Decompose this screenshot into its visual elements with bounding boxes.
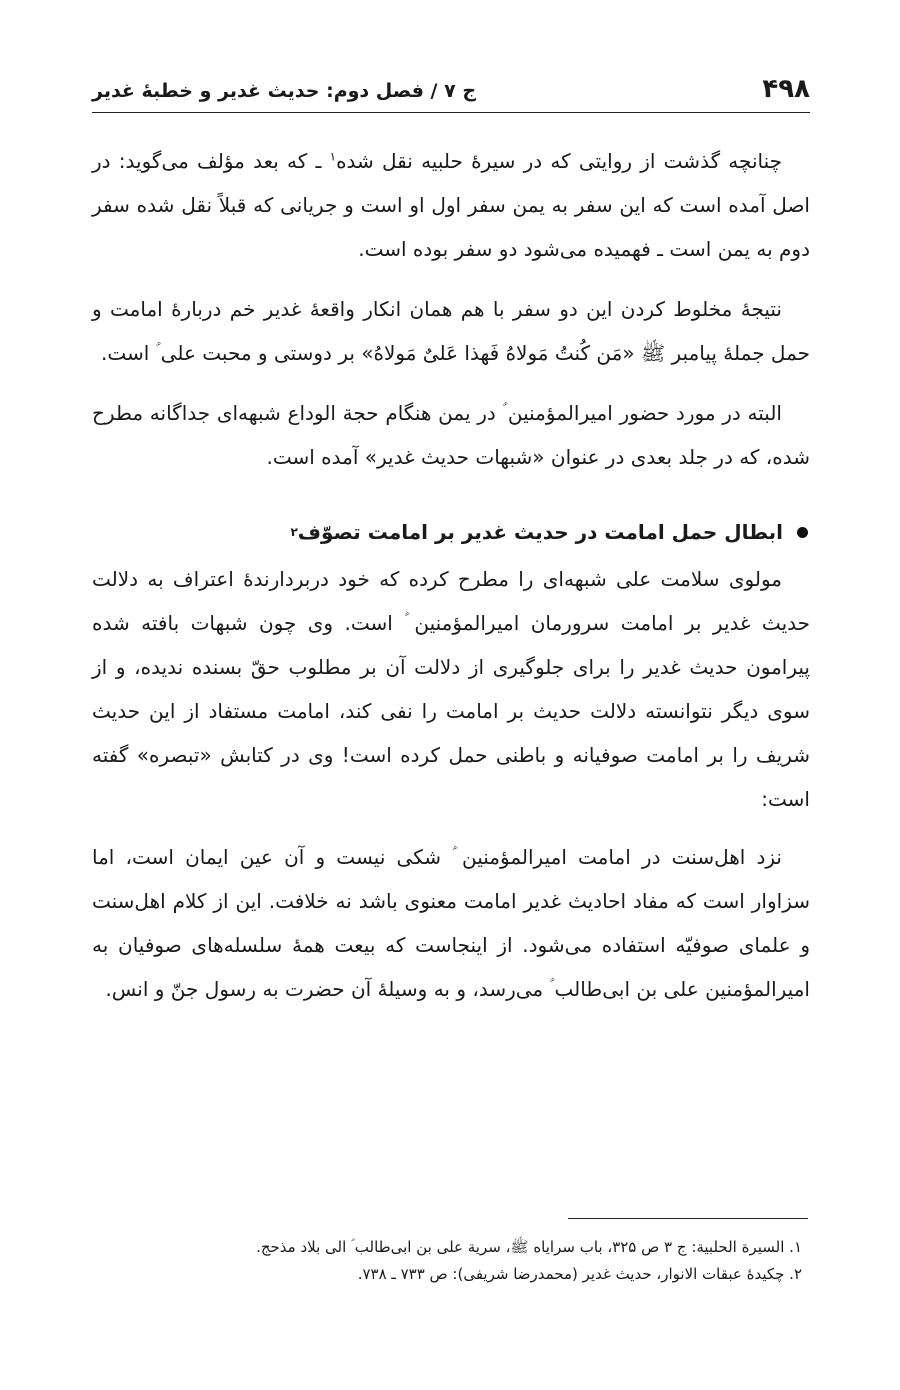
page-number: ۴۹۸ — [762, 74, 810, 104]
footnote-ref-1: ۱ — [329, 149, 337, 164]
footnote-separator — [568, 1218, 808, 1219]
page-header — [92, 60, 810, 113]
footnotes — [90, 1234, 808, 1288]
section-heading-text: ابطال حمل امامت در حدیث غدیر بر امامت تصوّف — [297, 520, 783, 544]
paragraph-1-text: چنانچه گذشت از روایتی که در سیرهٔ حلبیه نقل شده — [336, 149, 783, 173]
paragraph-2: نتیجهٔ مخلوط کردن این دو سفر با هم همان انکار واقعهٔ غدیر خم دربارهٔ امامت و حمل جملهٔ پیامبر ﷺ «مَن کُنتُ مَولاهُ فَهذا عَلیٌ مَولاهُ» بر دوستی و محبت علی ؑ است. — [92, 297, 810, 365]
bullet-icon — [797, 527, 808, 538]
section-heading: ابطال حمل امامت در حدیث غدیر بر امامت تصوّف ۲ — [92, 511, 810, 553]
paragraph-3: البته در مورد حضور امیرالمؤمنین ؑ در یمن هنگام حجة الوداع شبهه‌ای جداگانه مطرح شده، که در جلد بعدی در عنوان «شبهات حدیث غدیر» آمده است. — [92, 401, 810, 469]
paragraph-4: مولوی سلامت علی شبهه‌ای را مطرح کرده که خود دربردارندهٔ اعتراف به دلالت حدیث غدیر بر امامت سرورمان امیرالمؤمنین ؑ است. وی چون شبهات بافته شده پیرامون حدیث غدیر را برای جلوگیری از دلالت آن بر مطلوب حقّ بسنده ندیده، و از سوی دیگر نتوانسته دلالت حدیث بر امامت را نفی کند، امامت مستفاد از این حدیث شریف را بر امامت صوفیانه و باطنی حمل کرده است! وی در کتابش «تبصره» گفته است: — [92, 567, 810, 811]
footnote-2: ۲. چکیدهٔ عبقات الانوار، حدیث غدیر (محمدرضا شریفی): ص ۷۳۳ ـ ۷۳۸. — [357, 1265, 802, 1283]
quoted-paragraph: نزد اهل‌سنت در امامت امیرالمؤمنین ؑ شکی نیست و آن عین ایمان است، اما سزاوار است که مفاد احادیث غدیر امامت معنوی باشد نه خلافت. این از کلام اهل‌سنت و علمای صوفیّه استفاده می‌شود. از اینجاست که بیعت همهٔ سلسله‌های صوفیان به امیرالمؤمنین علی بن ابی‌طالب ؑ می‌رسد، و به وسیلهٔ آن حضرت به رسول جنّ و انس. — [92, 845, 810, 1001]
paragraph-1 — [92, 139, 810, 271]
book-page — [92, 60, 810, 1011]
footnote-1: ۱. السیرة الحلبیة: ج ۳ ص ۳۲۵، باب سرایاه ﷺ، سریة علی بن ابی‌طالب ؑ الی بلاد مذحج. — [256, 1238, 802, 1256]
paragraph-1-text-cont: ـ که بعد مؤلف می‌گوید: در اصل آمده است که این سفر به یمن سفر اول او است و جریانی که قبلاً نقل شده سفر دوم به یمن است ـ فهمیده می‌شود دو سفر بوده است. — [92, 149, 810, 261]
running-title: ج ۷ / فصل دوم: حدیث غدیر و خطبهٔ غدیر — [92, 80, 477, 102]
